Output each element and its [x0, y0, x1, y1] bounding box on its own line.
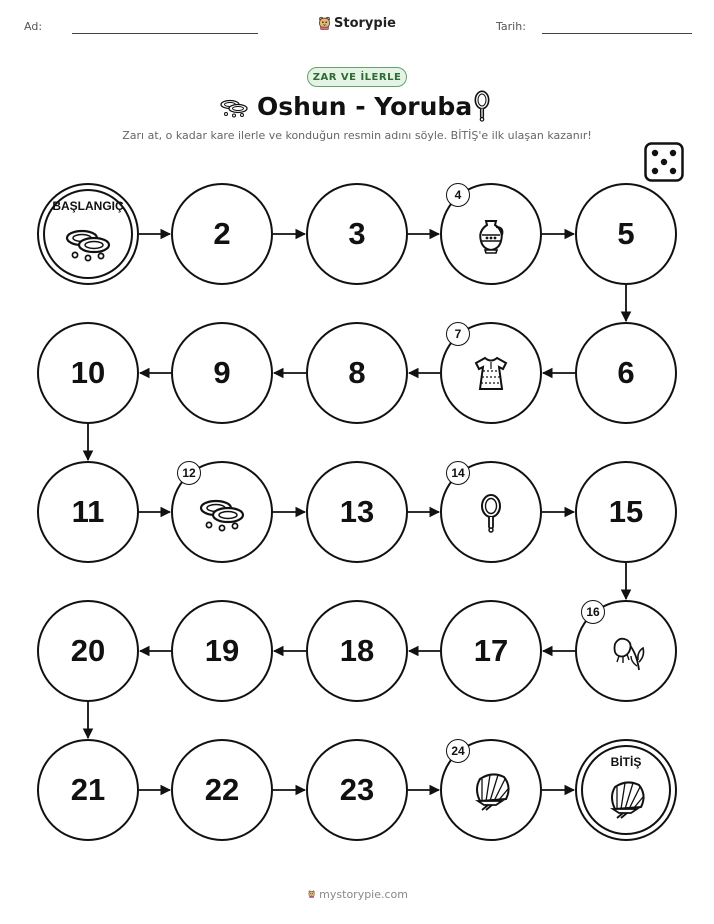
jug-icon — [466, 215, 516, 255]
date-label: Tarih: — [496, 20, 526, 33]
board-space-12 — [171, 461, 273, 563]
space-number-badge: 12 — [177, 461, 201, 485]
board-space-16 — [575, 600, 677, 702]
bracelets-icon — [63, 223, 113, 263]
board-space-11 — [37, 461, 139, 563]
brand-name: Storypie — [334, 15, 396, 31]
mirror-icon — [466, 493, 516, 533]
board-space-7 — [440, 322, 542, 424]
storypie-mascot-icon — [308, 885, 315, 903]
space-number: 3 — [348, 216, 366, 251]
space-number: 21 — [70, 772, 106, 807]
space-number: 5 — [617, 216, 635, 251]
space-number-badge: 16 — [581, 600, 605, 624]
space-number: 8 — [348, 355, 366, 390]
page-title: Oshun - Yoruba — [257, 92, 473, 121]
finish-space — [575, 739, 677, 841]
board-space-9 — [171, 322, 273, 424]
dress-icon — [466, 354, 516, 394]
board-space-20 — [37, 600, 139, 702]
start-label: BAŞLANGIÇ — [52, 199, 124, 213]
space-number: 18 — [339, 633, 375, 668]
name-label: Ad: — [24, 20, 43, 33]
board-space-13 — [306, 461, 408, 563]
board-space-24 — [440, 739, 542, 841]
flower-icon — [601, 632, 651, 672]
space-number: 11 — [71, 494, 105, 529]
board-space-10 — [37, 322, 139, 424]
board-space-5 — [575, 183, 677, 285]
board-space-3 — [306, 183, 408, 285]
board-space-4 — [440, 183, 542, 285]
board-space-21 — [37, 739, 139, 841]
instructions: Zarı at, o kadar kare ilerle ve konduğun resmin adını söyle. BİTİŞ'e ilk ulaşan kazanır! — [122, 129, 592, 142]
space-number: 19 — [204, 633, 240, 668]
space-number-badge: 24 — [446, 739, 470, 763]
activity-badge: ZAR VE İLERLE — [307, 67, 407, 87]
fan-icon — [601, 779, 651, 819]
board-space-22 — [171, 739, 273, 841]
footer-url: mystorypie.com — [319, 887, 408, 901]
bracelets-icon — [197, 493, 247, 533]
start-space — [37, 183, 139, 285]
space-number-badge: 4 — [446, 183, 470, 207]
board-space-2 — [171, 183, 273, 285]
board-space-18 — [306, 600, 408, 702]
footer — [308, 884, 408, 904]
space-number: 9 — [213, 355, 231, 390]
board-space-6 — [575, 322, 677, 424]
fan-icon — [466, 771, 516, 811]
board-space-14 — [440, 461, 542, 563]
board-space-8 — [306, 322, 408, 424]
board-space-15 — [575, 461, 677, 563]
space-number-badge: 14 — [446, 461, 470, 485]
space-number: 17 — [473, 633, 509, 668]
space-number: 22 — [204, 772, 240, 807]
space-number: 23 — [339, 772, 375, 807]
board-space-17 — [440, 600, 542, 702]
space-number: 6 — [617, 355, 635, 390]
finish-label: BİTİŞ — [610, 755, 642, 769]
space-number: 10 — [70, 355, 106, 390]
space-number: 2 — [213, 216, 231, 251]
space-number: 13 — [339, 494, 375, 529]
board-space-23 — [306, 739, 408, 841]
space-number: 15 — [608, 494, 644, 529]
space-number-badge: 7 — [446, 322, 470, 346]
space-number: 20 — [70, 633, 106, 668]
board-space-19 — [171, 600, 273, 702]
